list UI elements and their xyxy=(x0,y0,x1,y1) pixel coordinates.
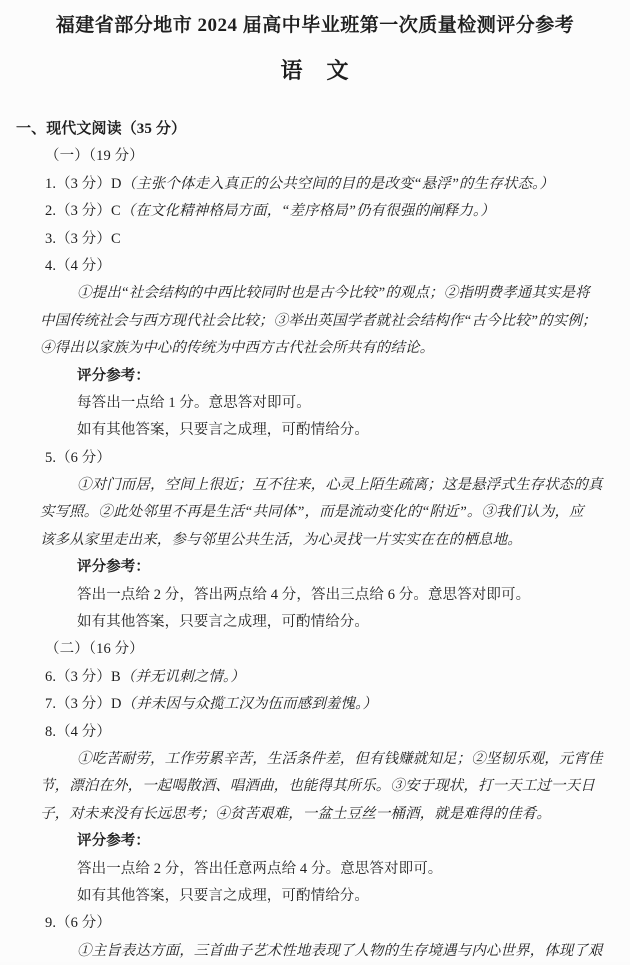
answer-paragraph-line: 实写照。②此处邻里不再是生活“共同体”，而是流动变化的“附近”。③我们认为，应 xyxy=(40,504,584,521)
answer-q6-note: （并无讥刺之情。） xyxy=(120,668,245,685)
scoring-note-heading: 评分参考： xyxy=(77,833,150,850)
section-heading-modern-reading: 一、现代文阅读（35 分） xyxy=(16,121,187,137)
scoring-note-line: 每答出一点给 1 分。意思答对即可。 xyxy=(77,394,311,411)
answer-q7-prefix: 7.（3 分）D xyxy=(45,696,122,713)
part-heading-2: （二）（16 分） xyxy=(45,641,144,658)
answer-line-q1 xyxy=(45,171,630,198)
scoring-note-line: 如有其他答案，只要言之成理，可酌情给分。 xyxy=(77,422,369,439)
scoring-note-heading: 评分参考： xyxy=(77,559,150,576)
answer-q7-note: （并未因与众揽工汉为伍而感到羞愧。） xyxy=(121,696,378,713)
answer-paragraph-line: ①对门而居，空间上很近；互不往来，心灵上陌生疏离；这是悬浮式生存状态的真 xyxy=(77,477,603,494)
scoring-note-line: 答出一点给 2 分，答出任意两点给 4 分。意思答对即可。 xyxy=(77,860,443,877)
part-heading-1: （一）（19 分） xyxy=(45,148,144,165)
answer-line-q4: 4.（4 分） xyxy=(45,257,111,274)
scoring-note-line: 答出一点给 2 分，答出两点给 4 分，答出三点给 6 分。意思答对即可。 xyxy=(77,586,531,603)
answer-q1-prefix: 1.（3 分）D xyxy=(45,175,122,192)
answer-line-q2 xyxy=(45,198,630,225)
answer-paragraph-line: ①吃苦耐劳，工作劳累辛苦，生活条件差，但有钱赚就知足；②坚韧乐观，元宵佳 xyxy=(77,750,603,767)
answer-paragraph-line: ④得出以家族为中心的传统为中西方古代社会所共有的结论。 xyxy=(40,340,435,357)
answer-paragraph-line: 该多从家里走出来，参与邻里公共生活，为心灵找一片实实在在的栖息地。 xyxy=(40,531,522,548)
doc-title: 福建省部分地市 2024 届高中毕业班第一次质量检测评分参考 xyxy=(55,15,575,36)
answer-paragraph-line: 子，对未来没有长远思考；④贫苦艰难，一盆土豆丝一桶酒，就是难得的佳肴。 xyxy=(40,805,551,822)
answer-paragraph-line: 中国传统社会与西方现代社会比较；③举出英国学者就社会结构作“古今比较”的实例； xyxy=(40,312,597,329)
scoring-note-line: 如有其他答案，只要言之成理，可酌情给分。 xyxy=(77,614,369,631)
doc-body xyxy=(0,116,630,965)
answer-paragraph-line: ①主旨表达方面，三首曲子艺术性地表现了人物的生存境遇与内心世界，体现了艰 xyxy=(77,942,603,959)
answer-line-q7 xyxy=(45,691,630,718)
answer-q2-prefix: 2.（3 分）C xyxy=(45,203,121,220)
answer-line-q3: 3.（3 分）C xyxy=(45,230,121,247)
answer-q2-note: （在文化精神格局方面，“差序格局”仍有很强的阐释力。） xyxy=(120,203,495,220)
scoring-note-heading: 评分参考： xyxy=(77,367,150,384)
answer-q6-prefix: 6.（3 分）B xyxy=(45,668,121,685)
answer-q1-note: （主张个体走入真正的公共空间的目的是改变“悬浮”的生存状态。） xyxy=(121,175,555,192)
scoring-note-line: 如有其他答案，只要言之成理，可酌情给分。 xyxy=(77,887,369,904)
answer-line-q6 xyxy=(45,664,630,691)
answer-line-q8: 8.（4 分） xyxy=(45,723,111,740)
doc-subject: 语 文 xyxy=(280,58,350,83)
answer-paragraph-line: 节，漂泊在外，一起喝散酒、唱酒曲，也能得其所乐。③安于现状，打一天工过一天日 xyxy=(40,778,595,795)
answer-line-q5: 5.（6 分） xyxy=(45,449,111,466)
answer-line-q9: 9.（6 分） xyxy=(45,915,111,932)
answer-paragraph-line: ①提出“社会结构的中西比较同时也是古今比较”的观点；②指明费孝通其实是将 xyxy=(77,285,590,302)
